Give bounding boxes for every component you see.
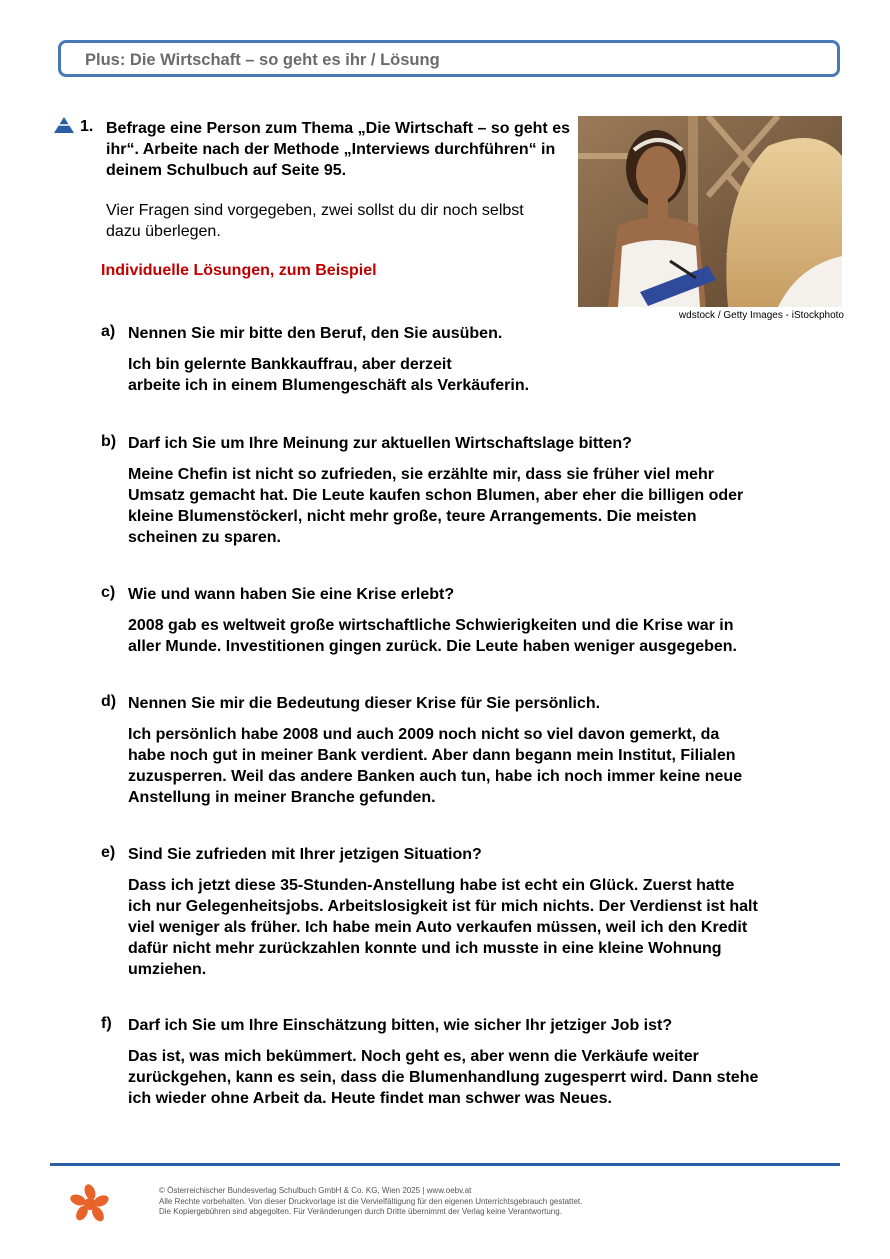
task-number: 1. [80, 118, 94, 135]
difficulty-triangle-icon [53, 116, 75, 134]
answer-line: scheinen zu sparen. [128, 529, 281, 546]
qa-answer [128, 354, 838, 396]
qa-question: Wie und wann haben Sie eine Krise erlebt? [128, 586, 455, 603]
interview-photo [578, 116, 842, 307]
qa-answer [128, 464, 838, 548]
page-title: Plus: Die Wirtschaft – so geht es ihr / Lösung [85, 51, 440, 69]
qa-answer [128, 875, 838, 980]
task-intro: Vier Fragen sind vorgegeben, zwei sollst du dir noch selbst dazu überlegen. [106, 202, 524, 240]
qa-letter: d) [101, 693, 117, 710]
solution-label: Individuelle Lösungen, zum Beispiel [101, 262, 377, 279]
answer-line: zuzusperren. Weil das andere Banken auch tun, habe ich noch immer keine neue [128, 768, 743, 785]
footer-line: Die Kopiergebühren sind abgegolten. Für Veränderungen durch Dritte übernimmt der Verlag keine Verantwortung. [159, 1207, 562, 1216]
header-box [58, 40, 840, 77]
answer-line: kleine Blumenstöckerl, nicht mehr große, teure Arrangements. Die meisten [128, 508, 697, 525]
answer-line: 2008 gab es weltweit große wirtschaftliche Schwierigkeiten und die Krise war in [128, 617, 734, 634]
qa-question: Sind Sie zufrieden mit Ihrer jetzigen Situation? [128, 846, 482, 863]
qa-letter: a) [101, 323, 116, 340]
footer-copyright [159, 1186, 839, 1218]
answer-line: habe noch gut in meiner Bank verdient. Aber dann begann mein Institut, Filialen [128, 747, 736, 764]
qa-answer [128, 1046, 838, 1109]
answer-line: viel weniger als früher. Ich habe mein Auto verkaufen müssen, weil ich den Kredit [128, 919, 748, 936]
answer-line: Das ist, was mich bekümmert. Noch geht es, aber wenn die Verkäufe weiter [128, 1048, 699, 1065]
answer-line: Ich bin gelernte Bankkauffrau, aber derzeit [128, 356, 452, 373]
qa-letter: f) [101, 1015, 112, 1032]
qa-answer [128, 615, 838, 657]
qa-letter: e) [101, 844, 116, 861]
photo-credit: wdstock / Getty Images - iStockphoto [678, 310, 844, 321]
qa-question: Nennen Sie mir bitte den Beruf, den Sie ausüben. [128, 325, 503, 342]
qa-answer [128, 724, 838, 808]
answer-line: Umsatz gemacht hat. Die Leute kaufen schon Blumen, aber eher die billigen oder [128, 487, 744, 504]
footer-line: © Österreichischer Bundesverlag Schulbuch GmbH & Co. KG, Wien 2025 | www.oebv.at [159, 1186, 472, 1195]
qa-question: Darf ich Sie um Ihre Einschätzung bitten, wie sicher Ihr jetziger Job ist? [128, 1017, 673, 1034]
oebv-logo-icon [70, 1184, 110, 1222]
answer-line: dafür nicht mehr zurückzahlen konnte und ich musste in eine kleine Wohnung [128, 940, 722, 957]
answer-line: Anstellung in meiner Branche gefunden. [128, 789, 436, 806]
answer-line: ich wieder ohne Arbeit da. Heute findet man schwer was Neues. [128, 1090, 612, 1107]
answer-line: Ich persönlich habe 2008 und auch 2009 noch nicht so viel davon gemerkt, da [128, 726, 720, 743]
answer-line: zurückgehen, kann es sein, dass die Blumenhandlung zugesperrt wird. Dann stehe [128, 1069, 759, 1086]
answer-line: umziehen. [128, 961, 207, 978]
answer-line: Meine Chefin ist nicht so zufrieden, sie erzählte mir, dass sie früher viel mehr [128, 466, 714, 483]
qa-letter: b) [101, 433, 117, 450]
qa-question: Darf ich Sie um Ihre Meinung zur aktuellen Wirtschaftslage bitten? [128, 435, 632, 452]
answer-line: aller Munde. Investitionen gingen zurück. Die Leute haben weniger ausgegeben. [128, 638, 737, 655]
footer-line: Alle Rechte vorbehalten. Von dieser Druckvorlage ist die Vervielfältigung für den eigenen Unterrichtsgebrauch gestattet. [159, 1196, 583, 1206]
answer-line: ich nur Gelegenheitsjobs. Arbeitslosigkeit ist für mich nichts. Der Verdienst ist halt [128, 898, 758, 915]
task-instruction: Befrage eine Person zum Thema „Die Wirtschaft – so geht es ihr“. Arbeite nach der Methode „Interviews durchführen“ in deinem Schulbuch auf Seite 95. [106, 120, 570, 179]
answer-line: arbeite ich in einem Blumengeschäft als Verkäuferin. [128, 377, 530, 394]
qa-letter: c) [101, 584, 116, 601]
qa-question: Nennen Sie mir die Bedeutung dieser Krise für Sie persönlich. [128, 695, 601, 712]
answer-line: Dass ich jetzt diese 35-Stunden-Anstellung habe ist echt ein Glück. Zuerst hatte [128, 877, 735, 894]
footer-divider [50, 1163, 840, 1166]
